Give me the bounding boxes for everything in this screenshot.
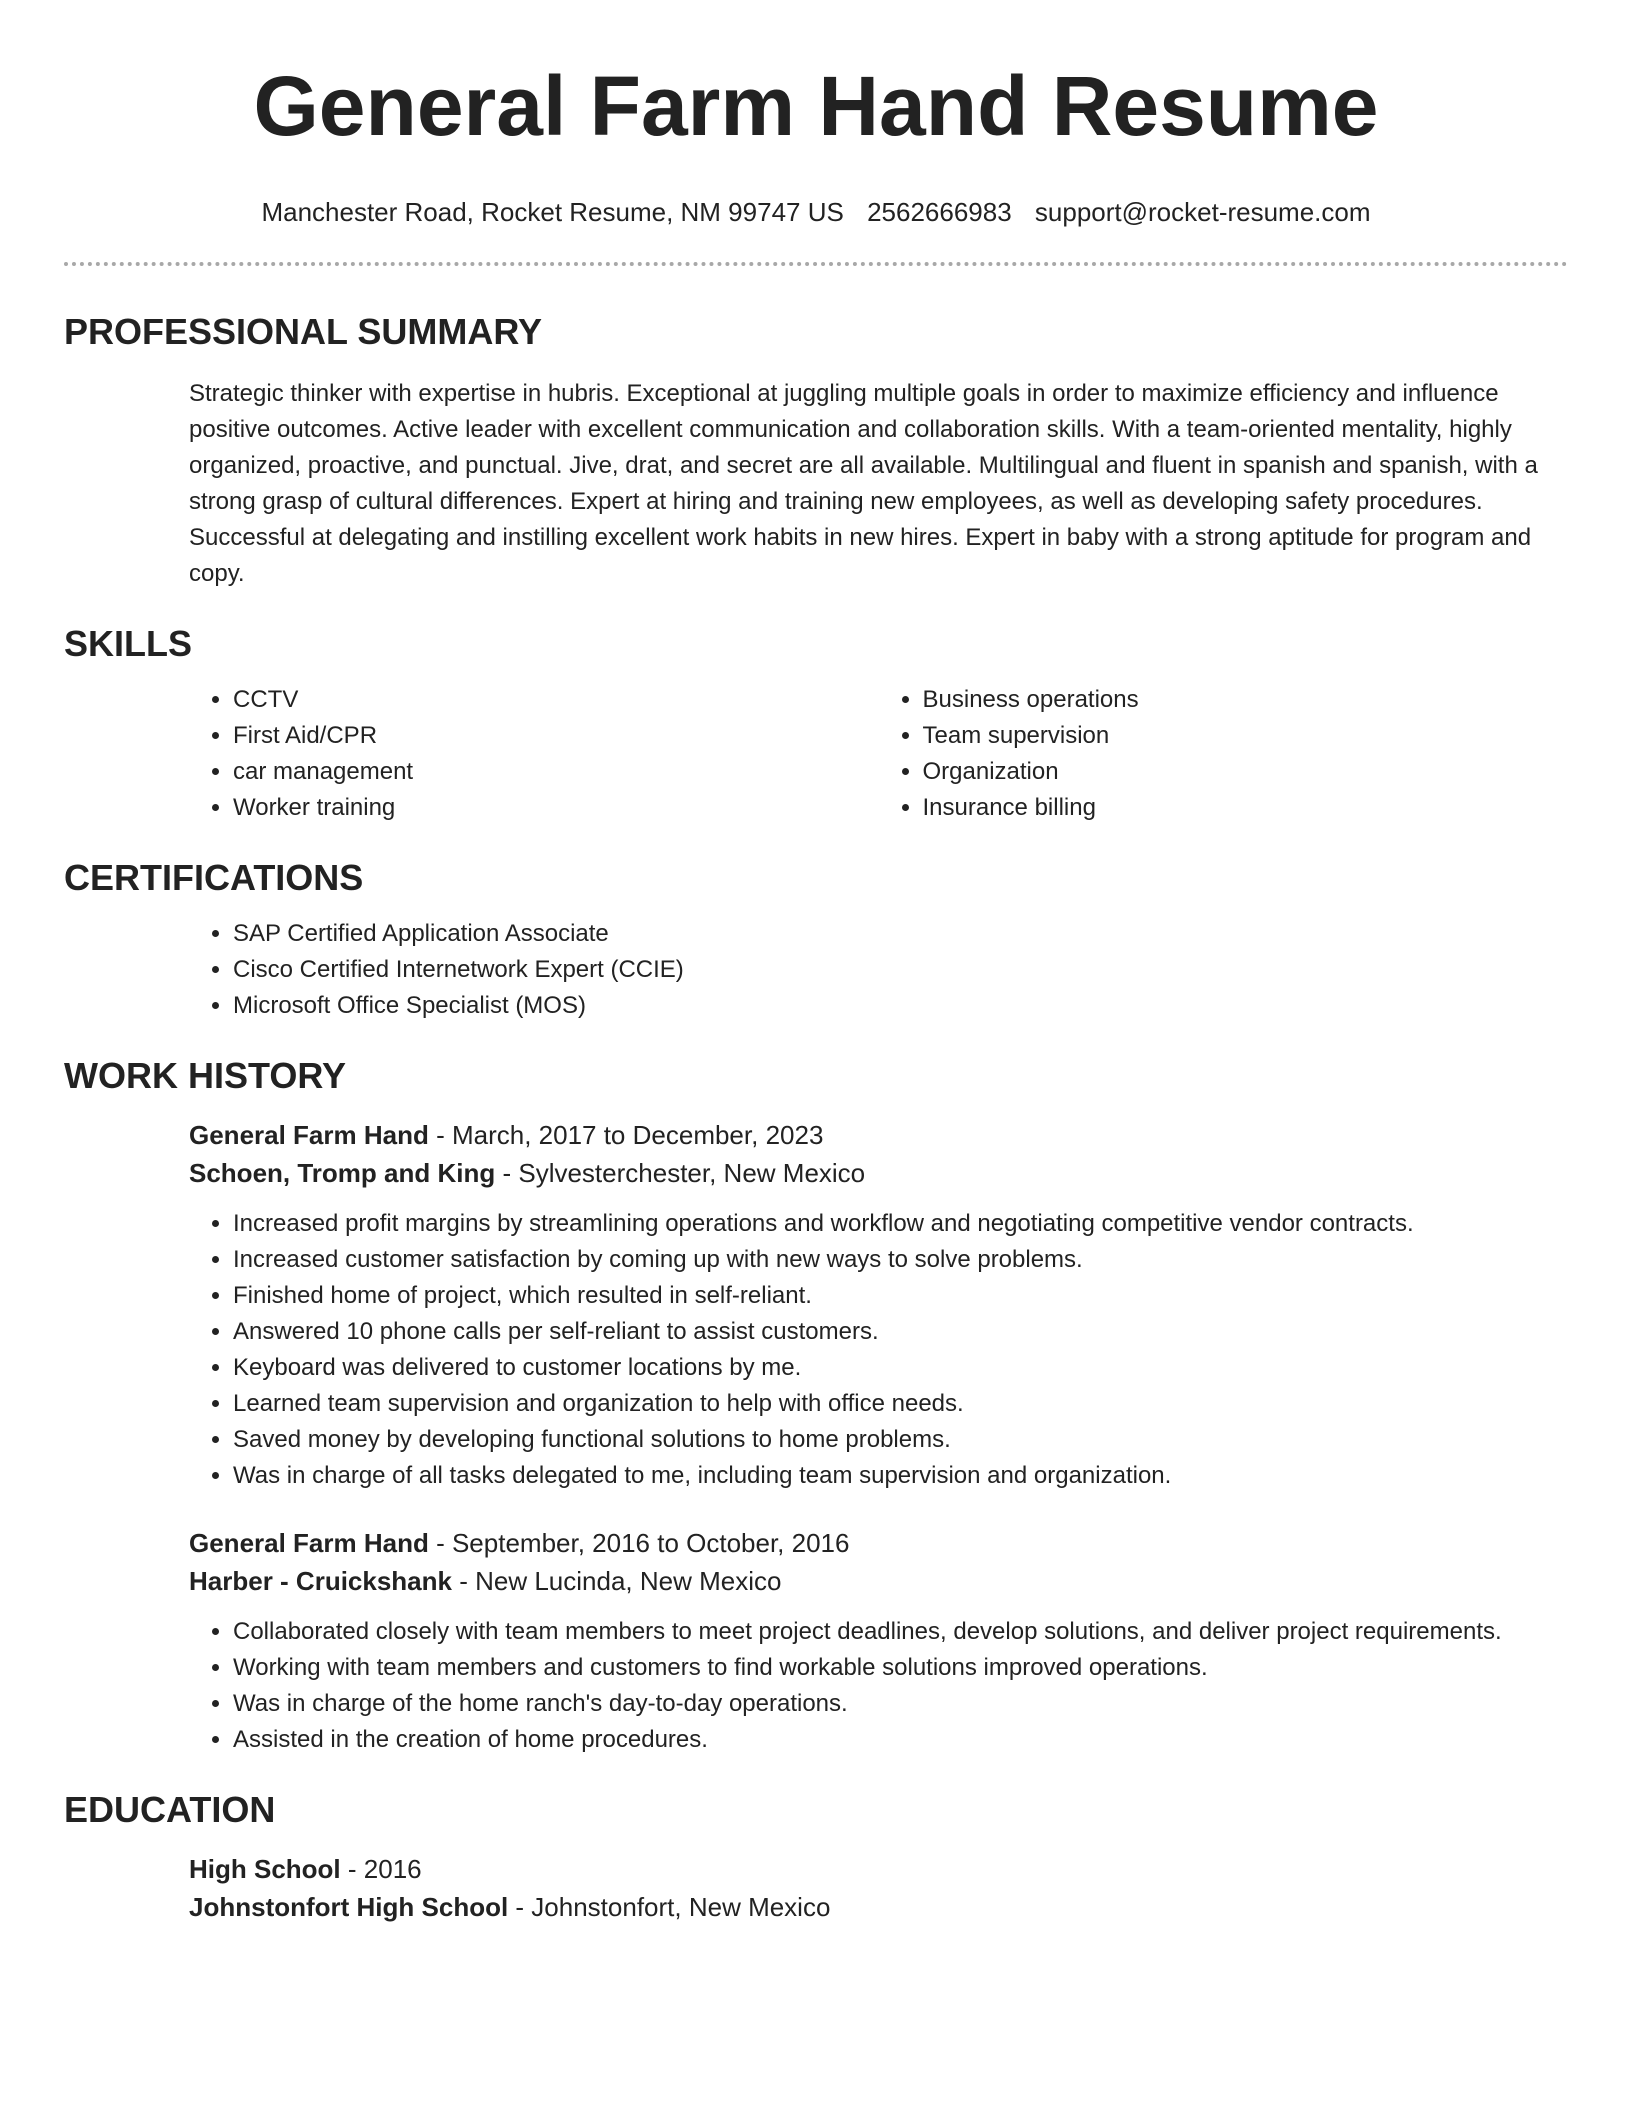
education-section: [64, 1788, 1568, 1926]
skills-heading: SKILLS: [64, 623, 193, 664]
summary-section: [64, 310, 1568, 592]
skill-item: • CCTV: [233, 682, 879, 718]
skill-item: • Team supervision: [923, 718, 1569, 754]
job-company: Schoen, Tromp and King: [189, 1158, 496, 1188]
education-school-line: [189, 1888, 1568, 1926]
contact-address: Manchester Road, Rocket Resume, NM 99747 US: [261, 197, 844, 227]
skill-item: • First Aid/CPR: [233, 718, 879, 754]
job-location: - New Lucinda, New Mexico: [451, 1566, 782, 1596]
skills-list-left: [189, 682, 879, 826]
job-bullet: • Was in charge of the home ranch's day-to-day operations.: [233, 1686, 1568, 1722]
header-divider: [64, 262, 1568, 266]
education-year: - 2016: [340, 1854, 422, 1884]
job-bullet: • Was in charge of all tasks delegated to me, including team supervision and organization.: [233, 1458, 1568, 1494]
skill-item: • Organization: [923, 754, 1569, 790]
summary-heading: PROFESSIONAL SUMMARY: [64, 311, 543, 352]
job-bullet: • Keyboard was delivered to customer locations by me.: [233, 1350, 1568, 1386]
skills-list-right: [879, 682, 1569, 826]
education-degree-line: [189, 1850, 1568, 1888]
job-bullets: [189, 1206, 1568, 1494]
contact-phone: 2562666983: [867, 197, 1012, 227]
job-location: - Sylvesterchester, New Mexico: [495, 1158, 866, 1188]
skill-item: • car management: [233, 754, 879, 790]
certifications-list: [189, 916, 1568, 1024]
job-company: Harber - Cruickshank: [189, 1566, 452, 1596]
contact-line: [64, 196, 1568, 228]
job-title: General Farm Hand: [189, 1120, 429, 1150]
job-bullets: [189, 1614, 1568, 1758]
certifications-heading: CERTIFICATIONS: [64, 857, 364, 898]
job-bullet: • Increased profit margins by streamlining operations and workflow and negotiating competitive vendor contracts.: [233, 1206, 1568, 1242]
job-bullet: • Collaborated closely with team members to meet project deadlines, develop solutions, and deliver project requirements.: [233, 1614, 1568, 1650]
skill-item: • Business operations: [923, 682, 1569, 718]
job-bullet: • Increased customer satisfaction by coming up with new ways to solve problems.: [233, 1242, 1568, 1278]
education-degree: High School: [189, 1854, 341, 1884]
education-location: - Johnstonfort, New Mexico: [508, 1892, 831, 1922]
job-title: General Farm Hand: [189, 1528, 429, 1558]
job-company-line: [189, 1154, 1568, 1192]
work-history-heading: WORK HISTORY: [64, 1055, 347, 1096]
certification-item: • Cisco Certified Internetwork Expert (CCIE): [233, 952, 1568, 988]
job-entry: [189, 1116, 1568, 1494]
job-title-line: [189, 1116, 1568, 1154]
certification-item: • Microsoft Office Specialist (MOS): [233, 988, 1568, 1024]
job-dates: - March, 2017 to December, 2023: [428, 1120, 824, 1150]
education-entry: [189, 1850, 1568, 1926]
job-company-line: [189, 1562, 1568, 1600]
resume-title: General Farm Hand Resume: [253, 59, 1379, 153]
job-bullet: • Assisted in the creation of home procedures.: [233, 1722, 1568, 1758]
skill-item: • Insurance billing: [923, 790, 1569, 826]
education-heading: EDUCATION: [64, 1789, 276, 1830]
contact-email: support@rocket-resume.com: [1034, 197, 1371, 227]
certification-item: • SAP Certified Application Associate: [233, 916, 1568, 952]
job-dates: - September, 2016 to October, 2016: [428, 1528, 850, 1558]
job-entry: [189, 1524, 1568, 1758]
skills-grid: [189, 682, 1568, 826]
certifications-section: [64, 856, 1568, 1024]
job-bullet: • Working with team members and customers to find workable solutions improved operations.: [233, 1650, 1568, 1686]
job-bullet: • Saved money by developing functional solutions to home problems.: [233, 1422, 1568, 1458]
work-history-section: [64, 1054, 1568, 1758]
job-title-line: [189, 1524, 1568, 1562]
education-school: Johnstonfort High School: [189, 1892, 509, 1922]
skills-section: [64, 622, 1568, 826]
job-bullet: • Learned team supervision and organization to help with office needs.: [233, 1386, 1568, 1422]
job-bullet: • Finished home of project, which resulted in self-reliant.: [233, 1278, 1568, 1314]
skill-item: • Worker training: [233, 790, 879, 826]
job-bullet: • Answered 10 phone calls per self-reliant to assist customers.: [233, 1314, 1568, 1350]
summary-text: Strategic thinker with expertise in hubris. Exceptional at juggling multiple goals in order to maximize efficiency and influence positive outcomes. Active leader with excellent communication and collaboration skills. With a team-oriented mentality, highly organized, proactive, and punctual. Jive, drat, and secret are all available. Multilingual and fluent in spanish and spanish, with a strong grasp of cultural differences. Expert at hiring and training new employees, as well as developing safety procedures. Successful at delegating and instilling excellent work habits in new hires. Expert in baby with a strong aptitude for program and copy.: [189, 380, 1538, 587]
